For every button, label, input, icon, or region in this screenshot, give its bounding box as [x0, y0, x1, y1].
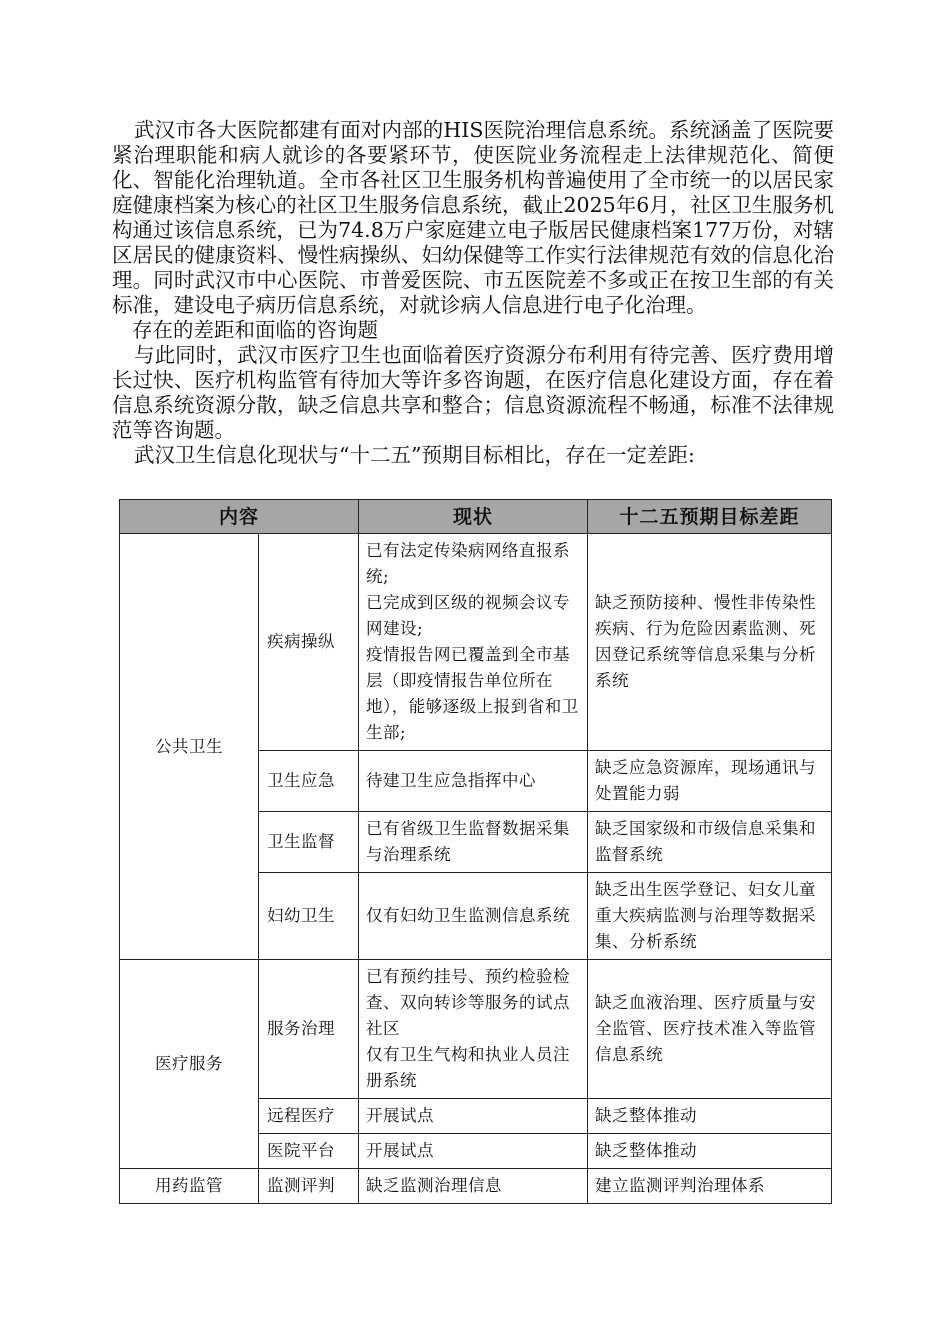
- category-cell: 医疗服务: [120, 960, 259, 1169]
- table-row: [120, 1169, 832, 1204]
- table-row: [120, 534, 832, 751]
- gap-cell: 建立监测评判治理体系: [588, 1169, 832, 1204]
- status-line: 仅有妇幼卫生监测信息系统: [366, 906, 571, 925]
- status-line: 已有预约挂号、预约检验检查、双向转诊等服务的试点社区: [366, 967, 571, 1038]
- status-line: 待建卫生应急指挥中心: [366, 771, 537, 790]
- header-status: 现状: [359, 500, 588, 534]
- status-line: 已完成到区级的视频会议专网建设;: [366, 593, 571, 638]
- table-row: [120, 960, 832, 1099]
- header-content: 内容: [120, 500, 359, 534]
- gap-cell: 缺乏出生医学登记、妇女儿童重大疾病监测与治理等数据采集、分析系统: [588, 873, 832, 960]
- status-cell: [359, 812, 588, 873]
- table-header-row: [120, 500, 832, 534]
- status-line: 疫情报告网已覆盖到全市基层（即疫情报告单位所在地），能够逐级上报到省和卫生部;: [366, 645, 579, 742]
- gap-cell: 缺乏血液治理、医疗质量与安全监管、医疗技术准入等监管信息系统: [588, 960, 832, 1099]
- item-cell: 监测评判: [259, 1169, 359, 1204]
- category-cell: 用药监管: [120, 1169, 259, 1204]
- item-cell: 妇幼卫生: [259, 873, 359, 960]
- status-cell: [359, 873, 588, 960]
- status-cell: [359, 751, 588, 812]
- status-line: 已有省级卫生监督数据采集与治理系统: [366, 819, 571, 864]
- table-caption: 武汉卫生信息化现状与“十二五”预期目标相比，存在一定差距:: [134, 443, 695, 467]
- gap-cell: 缺乏国家级和市级信息采集和监督系统: [588, 812, 832, 873]
- status-line: 开展试点: [366, 1141, 435, 1160]
- status-cell: [359, 534, 588, 751]
- status-cell: [359, 960, 588, 1099]
- item-cell: 医院平台: [259, 1134, 359, 1169]
- gap-comparison-table: [119, 499, 832, 1204]
- section-heading: 存在的差距和面临的咨询题: [132, 318, 378, 342]
- gap-cell: 缺乏预防接种、慢性非传染性疾病、行为危险因素监测、死因登记系统等信息采集与分析系统: [588, 534, 832, 751]
- header-gap: 十二五预期目标差距: [588, 500, 832, 534]
- paragraph-challenges: 与此同时，武汉市医疗卫生也面临着医疗资源分布利用有待完善、医疗费用增长过快、医疗机构监管有待加大等许多咨询题，在医疗信息化建设方面，存在着信息系统资源分散，缺乏信息共享和整合；信息资源流程不畅通，标准不法律规范等咨询题。: [112, 343, 834, 442]
- body-text: [112, 118, 834, 468]
- status-line: 已有法定传染病网络直报系统;: [366, 541, 571, 586]
- item-cell: 疾病操纵: [259, 534, 359, 751]
- item-cell: 服务治理: [259, 960, 359, 1099]
- category-cell: 公共卫生: [120, 534, 259, 960]
- paragraph-his-overview: 武汉市各大医院都建有面对内部的HIS医院治理信息系统。系统涵盖了医院要紧治理职能和病人就诊的各要紧环节，使医院业务流程走上法律规范化、简便化、智能化治理轨道。全市各社区卫生服务机构普遍使用了全市统一的以居民家庭健康档案为核心的社区卫生服务信息系统，截止2025年6月，社区卫生服务机构通过该信息系统，已为74.8万户家庭建立电子版居民健康档案177万份，对辖区居民的健康资料、慢性病操纵、妇幼保健等工作实行法律规范有效的信息化治理。同时武汉市中心医院、市普爱医院、市五医院差不多或正在按卫生部的有关标准，建设电子病历信息系统，对就诊病人信息进行电子化治理。: [112, 118, 834, 317]
- item-cell: 卫生监督: [259, 812, 359, 873]
- status-line: 缺乏监测治理信息: [366, 1176, 503, 1195]
- status-line: 开展试点: [366, 1106, 435, 1125]
- item-cell: 卫生应急: [259, 751, 359, 812]
- item-cell: 远程医疗: [259, 1099, 359, 1134]
- gap-cell: 缺乏应急资源库，现场通讯与处置能力弱: [588, 751, 832, 812]
- status-line: 仅有卫生气构和执业人员注册系统: [366, 1045, 571, 1090]
- status-cell: [359, 1099, 588, 1134]
- gap-cell: 缺乏整体推动: [588, 1099, 832, 1134]
- gap-cell: 缺乏整体推动: [588, 1134, 832, 1169]
- status-cell: [359, 1169, 588, 1204]
- status-cell: [359, 1134, 588, 1169]
